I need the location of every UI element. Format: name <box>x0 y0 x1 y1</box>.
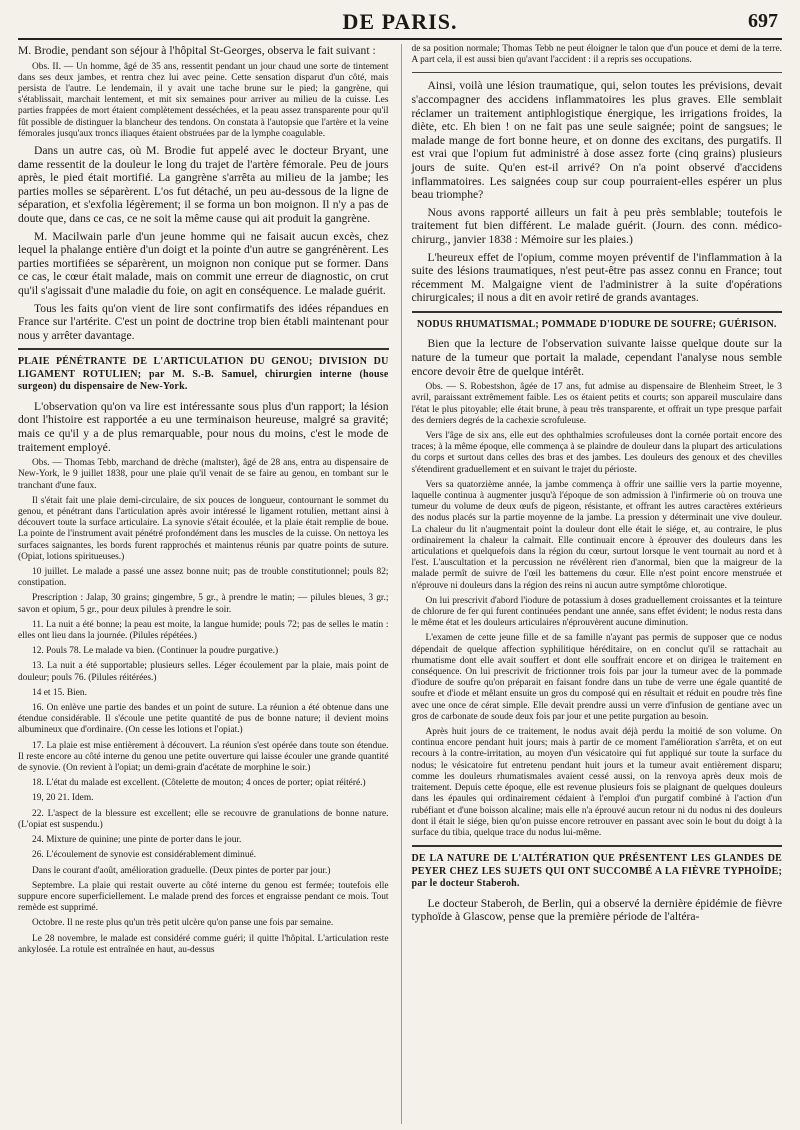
case-entry: 16. On enlève une partie des bandes et un point de suture. La réunion a été obtenue dans une étendue considérable. Il s'écoule une petite quantité de pus de bonne nature; il devient moins albumineux que d'ordinaire. (On cesse les lotions et l'opiat.) <box>18 703 389 736</box>
paragraph-ainsi: Ainsi, voilà une lésion traumatique, qui, selon toutes les prévisions, devait s'accompagner des accidens inflammatoires les plus graves. Elle semblait réclamer un traitement antiphlogistique énergique, les irrigations froides, la diète, etc. Eh bien ! on ne fait pas une seule saignée; point de sangsues; le malade mange de fort bonne heure, et on donne des excitans, des purgatifs. Il est vrai que l'opium fut administré à dose assez forte (cinq grains) plusieurs jours de suite. Qu'en est-il arrivé? On n'a point observé d'accidens inflammatoires. Les saignées coup sur coup pourraient-elles espérer un plus beau triomphe? <box>411 79 782 202</box>
case-entry: 12. Pouls 78. Le malade va bien. (Continuer la poudre purgative.) <box>32 646 279 657</box>
case-entry: Dans le courant d'août, amélioration graduelle. (Deux pintes de porter par jour.) <box>32 865 331 876</box>
case-entry: Prescription : Jalap, 30 grains; gingembre, 5 gr., à prendre le matin; — pilules bleues, 3 gr.; savon et opium, 5 gr., pour deux pilules à prendre le soir. <box>18 593 389 615</box>
case-entry: 14 et 15. Bien. <box>32 687 87 698</box>
paragraph-opium: L'heureux effet de l'opium, comme moyen préventif de l'inflammation à la suite des lésions traumatiques, n'est peut-être pas assez connu en France; tout récemment M. Malgaigne vient de l'administrer à la suite d'opérations chirurgicales; il nous a dit en avoir retiré de grands avantages. <box>411 250 782 305</box>
page-header <box>18 6 782 40</box>
left-column <box>18 44 389 1124</box>
paragraph-staberoh: Le docteur Staberoh, de Berlin, qui a observé la dernière épidémie de fièvre typhoïde à Glascow, pense que la première période de l'altéra- <box>411 896 782 924</box>
case-entry: L'examen de cette jeune fille et de sa famille n'ayant pas permis de supposer que ce nodus dépendait de quelque affection syphilitique héréditaire, on en conclut qu'il se rattachait au rhumatisme dont elle avait souffert et dont elle souffrait encore et on dirigea le traitement en conséquence. On lui prescrivit de frictionner trois fois par jour la tumeur avec de la pommade d'iodure de soufre qu'on préparait en faisant fondre dans un tube de verre une égale quantité de soufre et d'iode et mêlant ensuite un gros du composé qui en résultait et réduit en poudre très fine avec une once de cérat simple. Elle devait prendre aussi un verre d'infusion de gentiane avec un gros de carbonate de soude deux fois par jour et une petite purgation au besoin. <box>411 633 782 722</box>
paragraph-bien-que: Bien que la lecture de l'observation suivante laisse quelque doute sur la nature de la tumeur que portait la malade, cependant l'analyse nous semble encore devoir être de quelque intérêt. <box>411 337 782 378</box>
case-entry: Obs. — S. Robestshon, âgée de 17 ans, fut admise au dispensaire de Blenheim Street, le 3 avril, paraissant extrêmement faible. Les os étaient petits et courts; son appareil musculaire dans l'état le plus pitoyable; elle était brune, à peau très transparente, et offrait un type presque parfait des derniers degrés de la cachexie scrofuleuse. <box>411 382 782 426</box>
case-entry: Vers l'âge de six ans, elle eut des ophthalmies scrofuleuses dont la cornée portait encore des traces; à la même époque, elle commença à se plaindre de douleur dans la plupart des articulations du corps et surtout dans celles des bras et des jambes. Les douleurs des genoux et des chevilles s'étendirent graduellement et en suivant le trajet du périoste. <box>411 431 782 475</box>
case-entry: 11. La nuit a été bonne; la peau est moite, la langue humide; pouls 72; pas de selles le matin : elles ont lieu dans la journée. (Pilules répétées.) <box>18 619 389 642</box>
case-entry: 22. L'aspect de la blessure est excellent; elle se recouvre de granulations de bonne nature. (L'opiat est suspendu.) <box>18 808 389 830</box>
case-entry: Le 28 novembre, le malade est considéré comme guéri; il quitte l'hôpital. L'articulation reste ankylosée. La rotule est entraînée en haut, au-dessus <box>18 933 389 955</box>
case-entry: Octobre. Il ne reste plus qu'un très petit ulcère qu'on panse une fois par semaine. <box>32 918 334 929</box>
case-entry: 10 juillet. Le malade a passé une assez bonne nuit; pas de trouble constitutionnel; pouls 82; constipation. <box>18 567 389 589</box>
case-entry: 17. La plaie est mise entièrement à découvert. La réunion s'est opérée dans toute son étendue. Il reste encore au côté interne du genou une petite ouverture qui laisse écouler une grande quantité de synovie. (On revient à l'opiat; un demi-grain d'acétate de morphine le soir.) <box>18 740 389 774</box>
observation-tebb: Obs. — Thomas Tebb, marchand de drèche (maltster), âgé de 28 ans, entra au dispensaire de New-York, le 9 juillet 1838, pour une plaie qu'il venait de se faire au genou, en tombant sur le tranchant d'une faux. <box>18 458 389 491</box>
section-heading-peyer: DE LA NATURE DE L'ALTÉRATION QUE PRÉSENTENT LES GLANDES DE PEYER CHEZ LES SUJETS QUI ONT SUCCOMBÉ A LA FIÈVRE TYPHOÏDE; par le docteur Staberoh. <box>412 845 783 891</box>
case-entry: Après huit jours de ce traitement, le nodus avait déjà perdu la moitié de son volume. On continua encore pendant huit jours; mais à partir de ce moment l'amélioration s'arrêta, et on eut recours à la contre-irritation, au moyen d'un vésicatoire qui fut appliqué sur toute la surface du nodus; le vésicatoire fut entretenu pendant huit jours et la tumeur avait entièrement disparu; comme les douleurs rhumatismales avaient cessé aussi, on la renvoya après deux mois de traitement. Depuis cette époque, elle est revenue plusieurs fois se plaignant de quelques douleurs dans les épaules qui ordinairement cédaient à l'emploi d'un purgatif combiné à l'action d'un rubéfiant et d'une boisson alcaline; mais elle n'a éprouvé aucun retour ni du nodus ni des douleurs dont il était le siége, bien qu'on puisse encore retrouver en passant avec soin le bout du doigt à la surface du tibia, quelque trace du nodus lui-même. <box>411 727 782 838</box>
masthead-title: DE PARIS. <box>342 9 458 34</box>
paragraph-observation-intro: L'observation qu'on va lire est intéressante sous plus d'un rapport; la lésion dont l'histoire est rapportée a eu une terminaison heureuse, malgré sa gravité; mais ce qu'il y a de plus remarquable, pour nous du moins, c'est le mode de traitement employé. <box>18 399 389 454</box>
case-entry: 13. La nuit a été supportable; plusieurs selles. Léger écoulement par la plaie, mais point de douleur; pouls 76. (Pilules réitérées.) <box>18 661 389 683</box>
observation-ii: Obs. II. — Un homme, âgé de 35 ans, ressentit pendant un jour chaud une sorte de tintement dans ses deux jambes, et rentra chez lui avec peine. Cette sensation disparut d'un côté, mais persista de l'autre. Le lendemain, il y avait une tache brune sur le pied; la gangrène, qui s'établissait, marchait lentement, et mit six semaines pour arriver au milieu de la cuisse. Les parties frappées de mort étaient complètement desséchées, et la peau assez transparente pour qu'il fût possible de distinguer la blancheur des tendons. On constata à l'autopsie que l'artère et la veine fémorales jusqu'aux troncs iliaques étaient obstruées par de la lymphe coagulable. <box>18 61 389 139</box>
case-entry: Septembre. La plaie qui restait ouverte au côté interne du genou est fermée; toutefois elle suppure encore superficiellement. Le malade prend des forces et engraisse pendant ce mois. Tout remède est supprimé. <box>18 880 389 914</box>
right-column <box>401 44 783 1124</box>
paragraph-conclusion: Tous les faits qu'on vient de lire sont confirmatifs des idées répandues en France sur l'artérite. C'est un point de doctrine trop bien établi maintenant pour nous y arrêter davantage. <box>18 301 389 342</box>
divider <box>412 72 783 73</box>
section-heading-knee-wound: PLAIE PÉNÉTRANTE DE L'ARTICULATION DU GENOU; DIVISION DU LIGAMENT ROTULIEN; par M. S.-B. Samuel, chirurgien interne (house surgeon) du dispensaire de New-York. <box>18 348 389 394</box>
case-entry: 18. L'état du malade est excellent. (Côtelette de mouton; 4 onces de porter; opiat réitéré.) <box>32 778 366 789</box>
section-heading-nodus: NODUS RHUMATISMAL; POMMADE D'IODURE DE SOUFRE; GUÉRISON. <box>412 311 783 332</box>
case-entry: On lui prescrivit d'abord l'iodure de potassium à doses graduellement croissantes et la teinture de chlorure de fer qui furent continuées pendant une année, sans effet évident; le nodus resta dans le même état et les douleurs articulaires n'éprouvèrent aucune diminution. <box>411 595 782 629</box>
case-entry: 26. L'écoulement de synovie est considérablement diminué. <box>32 850 257 861</box>
case-continuation: de sa position normale; Thomas Tebb ne peut éloigner le talon que d'un pouce et demi de la terre. A part cela, il est aussi bien qu'avant l'accident : il a repris ses occupations. <box>411 44 782 66</box>
paragraph-bryant: Dans un autre cas, où M. Brodie fut appelé avec le docteur Bryant, une dame ressentit de la douleur le long du trajet de l'artère fémorale. Peu de jours après, le pied était mortifié. La gangrène s'arrêta au milieu de la jambe; les parties molles se séparèrent. L'os fut détaché, un peu au-dessous de la ligne de séparation, et s'exfolia légèrement; il se forma un bon moignon. Il n'y a pas de doute que, dans ce cas, ce ne soit la même cause qui ait produit la gangrène. <box>18 144 389 225</box>
case-entry: Il s'était fait une plaie demi-circulaire, de six pouces de longueur, contournant le sommet du genou, et pénétrant dans l'articulation après avoir intéressé le ligament rotulien, mettant ainsi à découvert toute la surface articulaire. La synovie s'était écoulée, et la plaie était remplie de boue. La pointe de l'instrument avait pénétré profondément dans les muscles de la cuisse. On nettoya les surfaces saignantes, les bords furent rapprochés et maintenus réunis par quatre points de suture. (Opiat, lotions spiritueuses.) <box>18 495 389 562</box>
paragraph-nous: Nous avons rapporté ailleurs un fait à peu près semblable; toutefois le traitement fut bien différent. Le malade guérit. (Journ. des conn. médico-chirurg., janvier 1838 : Mémoire sur les plaies.) <box>411 205 782 246</box>
case-entry: 19, 20 21. Idem. <box>32 793 94 804</box>
case-entry: 24. Mixture de quinine; une pinte de porter dans le jour. <box>32 835 242 846</box>
paragraph-macilwain: M. Macilwain parle d'un jeune homme qui ne faisait aucun excès, chez lequel la phalange entière d'un doigt et la pointe d'un autre se gangrénèrent. Les parties mortifiées se séparèrent, un moignon non conique put se former. Dans ce cas, le cœur était malade, mais on commit une erreur de diagnostic, on crut qu'il s'agissait d'une maladie du foie, on agit en conséquence. Le malade guérit. <box>18 229 389 297</box>
page-number: 697 <box>748 10 778 32</box>
case-entry: Vers sa quatorzième année, la jambe commença à offrir une saillie vers la partie moyenne, laquelle continua à augmenter jusqu'à l'époque de son admission à l'infirmerie où on trouva une tumeur du volume de deux œufs de pigeon, résistante, et offrant les autres caractères extérieurs des nodus placés sur la partie moyenne de la jambe. La pression y déterminait une vive douleur. La chaleur du lit n'augmentait point la douleur dont elle était le siége, et, au contraire, le plus ordinairement la chaleur la calmait. Elle continuait encore à éprouver des douleurs dans les articulations et quelquefois dans la région du cœur, surtout lorsque le vent tournait au nord et à l'est. L'auscultation et la percussion ne révélèrent rien d'anormal, bien que la maigreur de la malade permît de suivre de l'œil les battemens du cœur. Elle n'est point encore menstruée et n'éprouve ni douleurs dans la région des reins ni aucun autre symptôme chlorotique. <box>411 479 782 591</box>
paragraph-intro: M. Brodie, pendant son séjour à l'hôpital St-Georges, observa le fait suivant : <box>18 44 376 57</box>
